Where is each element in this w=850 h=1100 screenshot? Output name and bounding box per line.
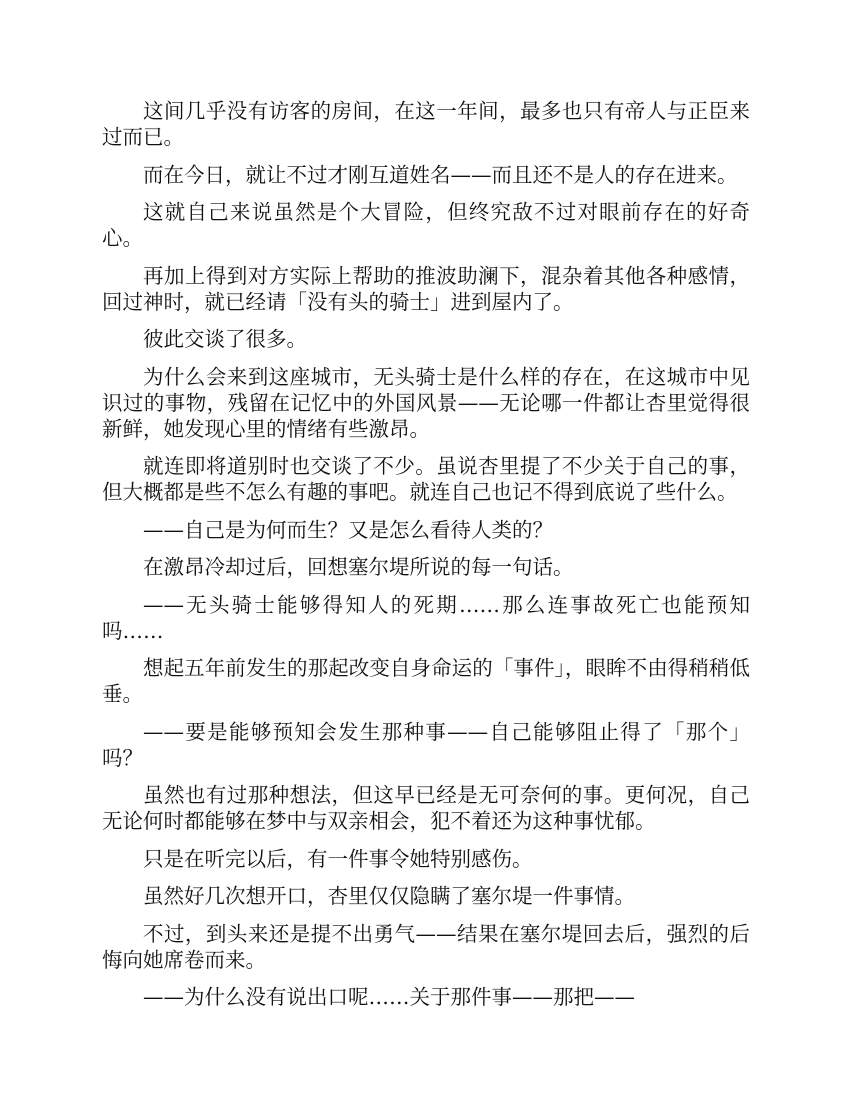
paragraph-9: 在激昂冷却过后，回想塞尔堤所说的每一句话。	[143, 555, 574, 579]
paragraph-12: ——要是能够预知会发生那种事——自己能够阻止得了「那个」吗？	[102, 719, 750, 770]
paragraph-14: 只是在听完以后，有一件事令她特别感伤。	[143, 846, 533, 871]
paragraph-15: 虽然好几次想开口，杏里仅仅隐瞒了塞尔堤一件事情。	[143, 884, 635, 908]
paragraph-2: 而在今日，就让不过才刚互道姓名——而且还不是人的存在进来。	[143, 162, 738, 187]
paragraph-8: ——自己是为何而生？又是怎么看待人类的？	[143, 517, 553, 542]
body-text	[102, 98, 750, 1022]
paragraph-1: 这间几乎没有访客的房间，在这一年间，最多也只有帝人与正臣来过而已。	[102, 99, 750, 149]
paragraph-7: 就连即将道别时也交谈了不少。虽说杏里提了不少关于自己的事，但大概都是些不怎么有趣的事吧。就连自己也记不得到底说了些什么。	[102, 454, 750, 504]
paragraph-17: ——为什么没有说出口呢……关于那件事——那把——	[143, 985, 635, 1009]
paragraph-5: 彼此交谈了很多。	[143, 327, 307, 351]
paragraph-11: 想起五年前发生的那起改变自身命运的「事件」，眼眸不由得稍稍低垂。	[102, 656, 750, 706]
paragraph-3: 这就自己来说虽然是个大冒险，但终究敌不过对眼前存在的好奇心。	[102, 200, 750, 250]
paragraph-16: 不过，到头来还是提不出勇气——结果在塞尔堤回去后，强烈的后悔向她席卷而来。	[102, 921, 750, 972]
paragraph-4: 再加上得到对方实际上帮助的推波助澜下，混杂着其他各种感情，回过神时，就已经请「没有头的骑士」进到屋内了。	[102, 263, 750, 314]
paragraph-6: 为什么会来到这座城市，无头骑士是什么样的存在，在这城市中见识过的事物，残留在记忆中的外国风景——无论哪一件都让杏里觉得很新鲜，她发现心里的情绪有些激昂。	[102, 364, 750, 441]
paragraph-10: ——无头骑士能够得知人的死期……那么连事故死亡也能预知吗……	[102, 592, 750, 643]
paragraph-13: 虽然也有过那种想法，但这早已经是无可奈何的事。更何况，自己无论何时都能够在梦中与双亲相会，犯不着还为这种事忧郁。	[102, 783, 750, 833]
